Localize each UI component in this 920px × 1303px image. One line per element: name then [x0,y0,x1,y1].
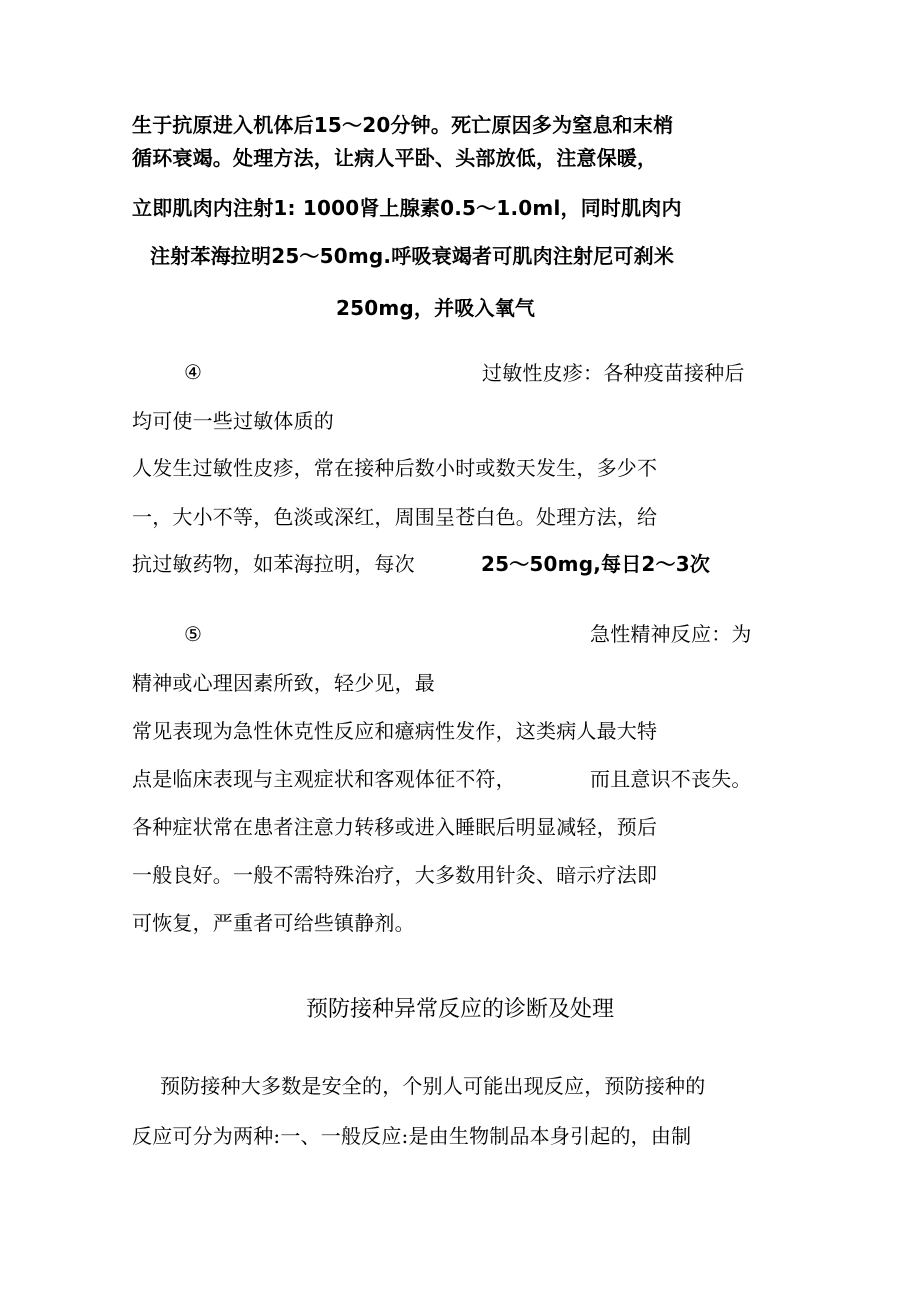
text-line: 循环衰竭。处理方法，让病人平卧、头部放低，注意保暖， [132,146,658,170]
text-line: 25～50mg,每日2～3次 [481,552,711,576]
text-line: 抗过敏药物，如苯海拉明，每次 [132,552,415,576]
text-line: 点是临床表现与主观症状和客观体征不符， [132,767,516,791]
text-line: 一般良好。一般不需特殊治疗，大多数用针灸、暗示疗法即 [132,863,658,887]
text-line: 反应可分为两种:一、一般反应:是由生物制品本身引起的，由制 [132,1124,692,1148]
text-line: 常见表现为急性休克性反应和癔病性发作，这类病人最大特 [132,719,658,743]
text-line: 而且意识不丧失。 [590,767,752,791]
item-marker-5: ⑤ [184,622,203,646]
text-line: 精神或心理因素所致，轻少见，最 [132,671,435,695]
text-line: 均可使一些过敏体质的 [132,409,334,433]
item-title-5: 急性精神反应：为 [590,622,752,646]
text-line: 注射苯海拉明25～50mg.呼吸衰竭者可肌肉注射尼可刹米 [150,244,675,268]
text-line: 人发生过敏性皮疹，常在接种后数小时或数天发生，多少不 [132,456,658,480]
text-line: 生于抗原进入机体后15～20分钟。死亡原因多为窒息和末梢 [132,113,674,137]
text-line: 立即肌肉内注射1: 1000肾上腺素0.5～1.0ml，同时肌肉内 [132,196,682,220]
text-line: 预防接种大多数是安全的，个别人可能出现反应，预防接种的 [160,1074,706,1098]
text-line: 可恢复，严重者可给些镇静剂。 [132,911,415,935]
text-line: 一，大小不等，色淡或深红，周围呈苍白色。处理方法，给 [132,505,658,529]
item-title-4: 过敏性皮疹：各种疫苗接种后 [482,361,745,385]
text-line: 各种症状常在患者注意力转移或进入睡眠后明显减轻，预后 [132,815,658,839]
item-marker-4: ④ [184,360,203,384]
section-title: 预防接种异常反应的诊断及处理 [305,997,614,1022]
text-line: 250mg，并吸入氧气 [336,296,536,320]
